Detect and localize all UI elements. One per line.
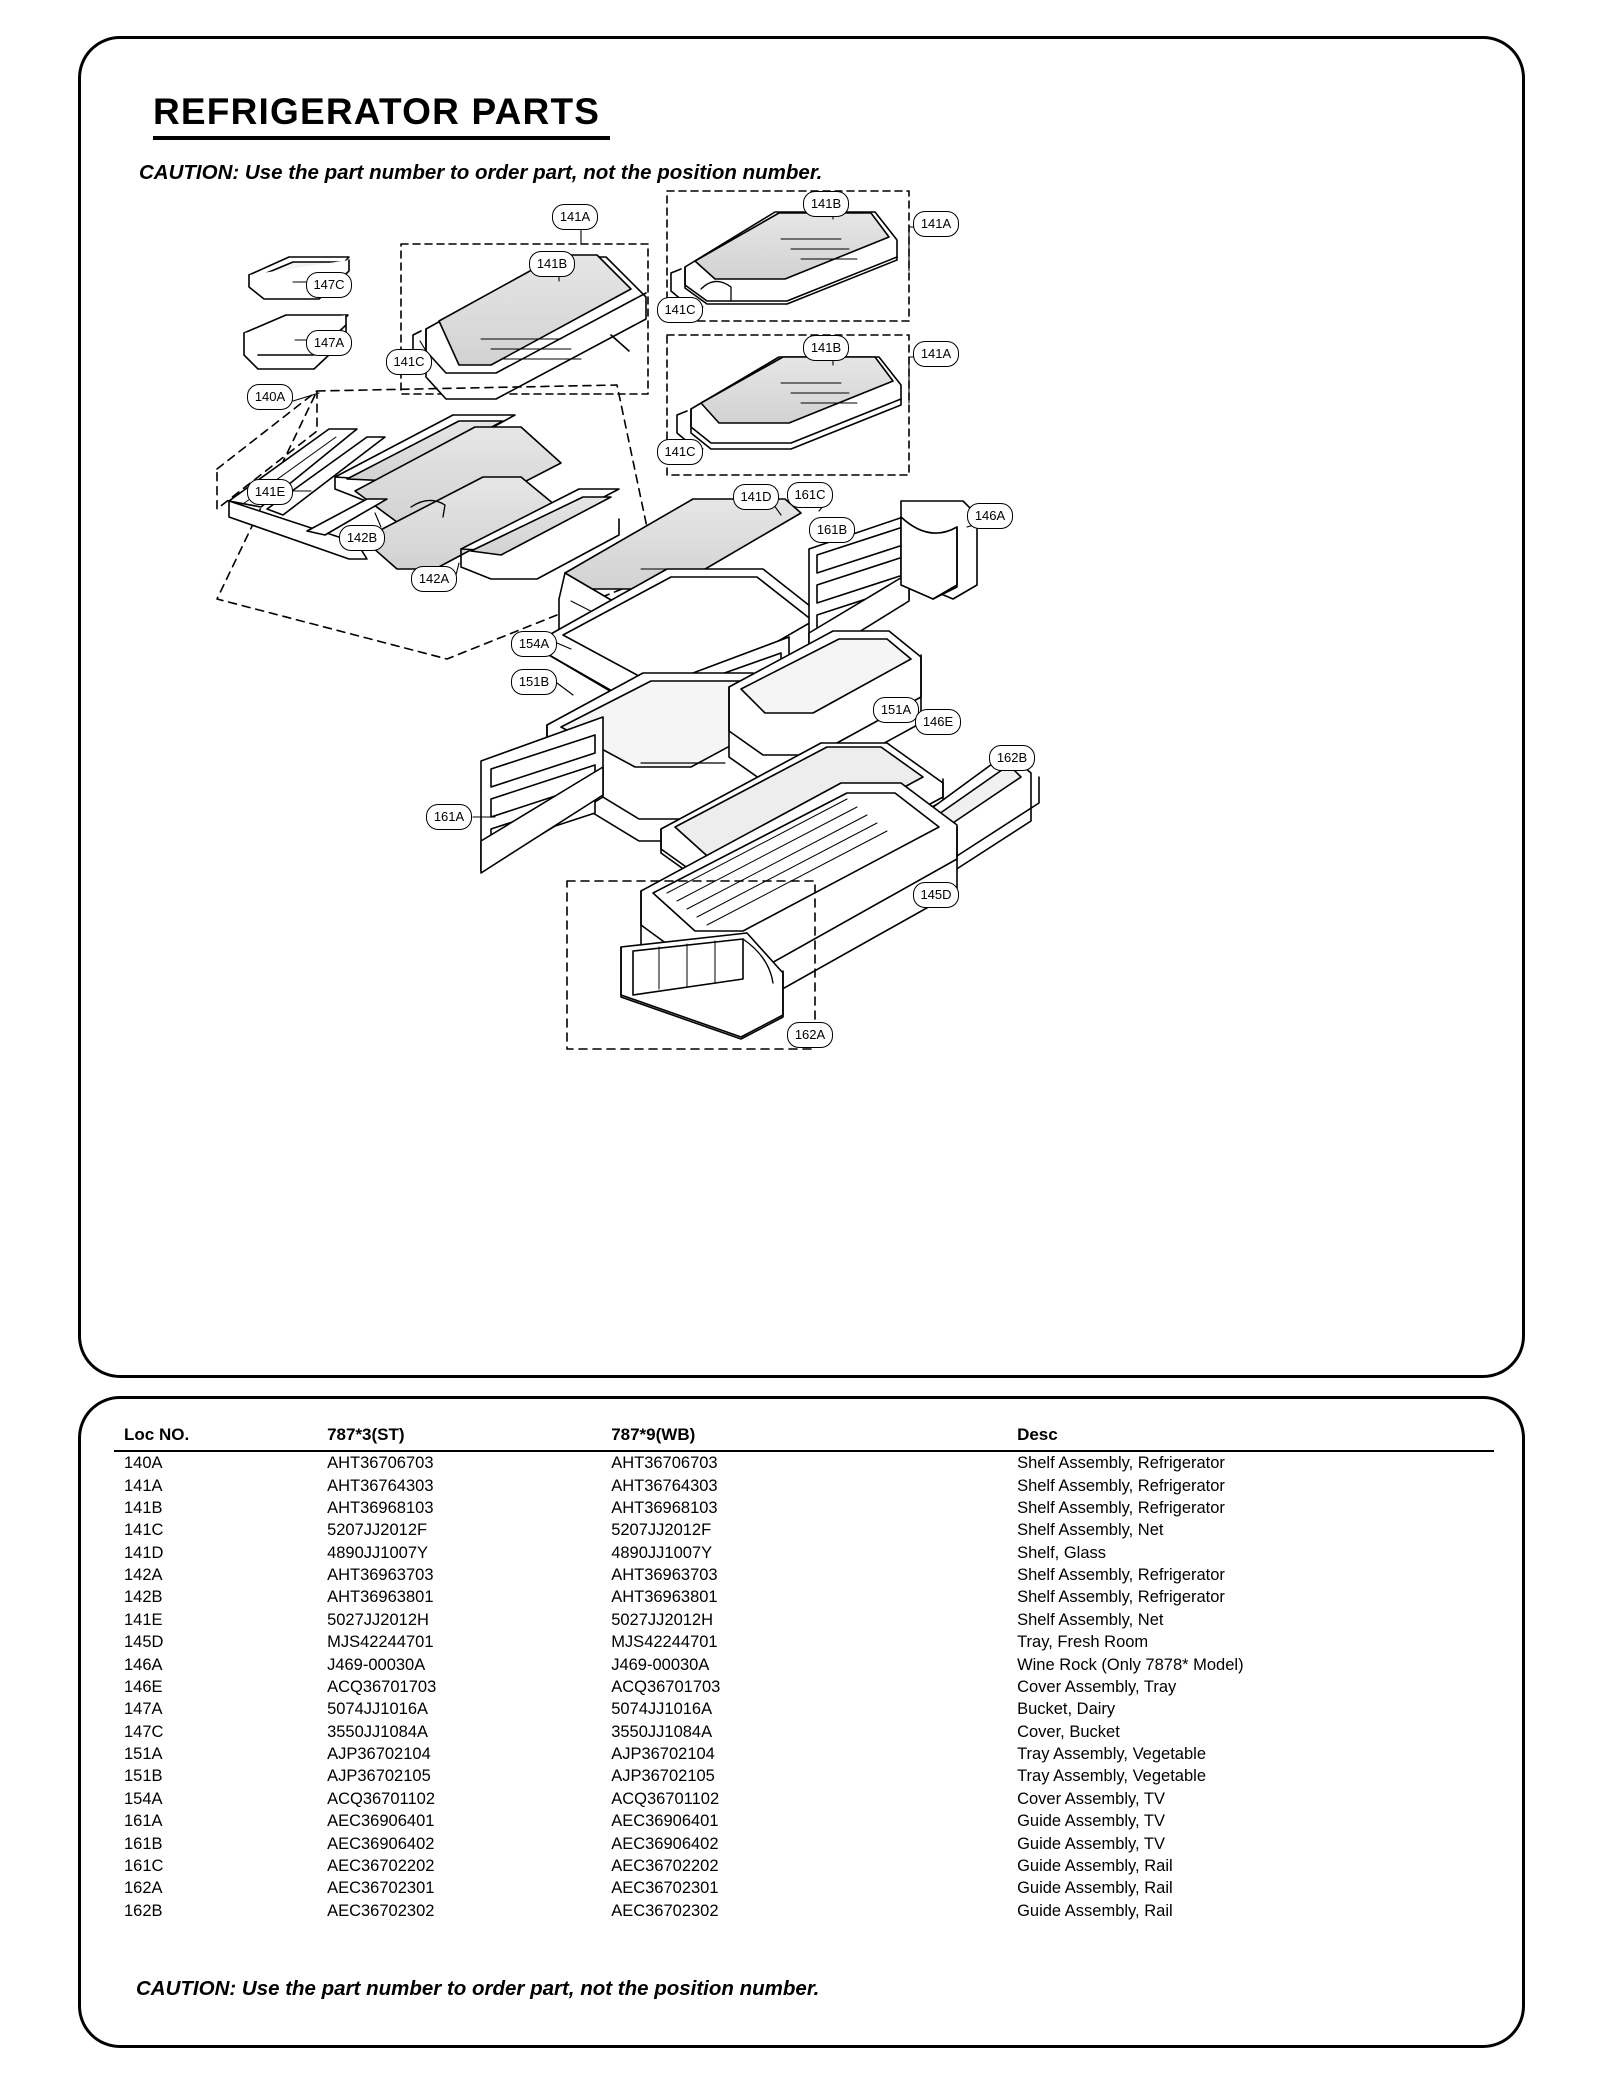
- cell-part-st: J469-00030A: [327, 1655, 426, 1674]
- cell-part-wb: 5074JJ1016A: [611, 1700, 713, 1719]
- part-141a-shelf-left: [413, 255, 646, 399]
- part-161a-guide-tv: [481, 717, 603, 873]
- table-row: [114, 1810, 1494, 1832]
- cell-loc: 162B: [124, 1901, 163, 1920]
- table-row: [114, 1451, 1494, 1474]
- table-row: [114, 1497, 1494, 1519]
- cell-desc: Wine Rock (Only 7878* Model): [1017, 1655, 1244, 1674]
- caution-note-bottom: CAUTION: Use the part number to order part, not the position number.: [136, 1977, 820, 2000]
- table-row: [114, 1788, 1494, 1810]
- callout-161a: 161A: [426, 804, 472, 830]
- cell-loc: 146A: [124, 1655, 163, 1674]
- cell-part-st: ACQ36701102: [327, 1789, 436, 1808]
- callout-141c-1: 141C: [386, 349, 432, 375]
- cell-part-wb: AHT36706703: [611, 1454, 718, 1473]
- table-row: [114, 1900, 1494, 1922]
- callout-141c-3: 141C: [657, 439, 703, 465]
- cell-desc: Tray, Fresh Room: [1017, 1633, 1149, 1652]
- cell-desc: Shelf, Glass: [1017, 1543, 1107, 1562]
- cell-part-wb: 3550JJ1084A: [611, 1722, 713, 1741]
- cell-part-wb: ACQ36701102: [611, 1789, 720, 1808]
- caution-note-top: CAUTION: Use the part number to order part, not the position number.: [139, 161, 823, 184]
- cell-loc: 146E: [124, 1677, 163, 1696]
- cell-desc: Tray Assembly, Vegetable: [1017, 1767, 1206, 1786]
- cell-part-st: 3550JJ1084A: [327, 1722, 428, 1741]
- cell-part-wb: AEC36906402: [611, 1834, 719, 1853]
- column-header-loc: Loc NO.: [114, 1425, 327, 1451]
- cell-loc: 141D: [124, 1543, 164, 1562]
- cell-part-wb: AJP36702105: [611, 1767, 715, 1786]
- table-row: [114, 1564, 1494, 1586]
- callout-141a-1: 141A: [552, 204, 598, 230]
- cell-desc: Guide Assembly, Rail: [1017, 1879, 1173, 1898]
- cell-loc: 142B: [124, 1588, 163, 1607]
- cell-part-wb: AHT36963801: [611, 1588, 718, 1607]
- part-162a-rail: [621, 933, 783, 1039]
- cell-part-wb: 4890JJ1007Y: [611, 1543, 713, 1562]
- cell-loc: 154A: [124, 1789, 163, 1808]
- cell-part-st: AJP36702104: [327, 1745, 431, 1764]
- cell-part-st: AHT36963703: [327, 1566, 434, 1585]
- table-row: [114, 1743, 1494, 1765]
- cell-part-st: AEC36702301: [327, 1879, 435, 1898]
- table-row: [114, 1832, 1494, 1854]
- table-row: [114, 1586, 1494, 1608]
- cell-part-st: AHT36706703: [327, 1454, 434, 1473]
- cell-loc: 162A: [124, 1879, 163, 1898]
- part-146a-wine-rock: [901, 501, 977, 599]
- cell-part-st: 5027JJ2012H: [327, 1610, 429, 1629]
- cell-desc: Guide Assembly, Rail: [1017, 1901, 1173, 1920]
- table-row: [114, 1855, 1494, 1877]
- callout-141a-2: 141A: [913, 211, 959, 237]
- callout-161c: 161C: [787, 482, 833, 508]
- cell-desc: Cover Assembly, TV: [1017, 1789, 1165, 1808]
- cell-part-wb: AEC36702302: [611, 1901, 719, 1920]
- table-row: [114, 1653, 1494, 1675]
- callout-161b: 161B: [809, 517, 855, 543]
- cell-part-wb: AHT36963703: [611, 1566, 718, 1585]
- cell-loc: 161C: [124, 1856, 164, 1875]
- table-row: [114, 1519, 1494, 1541]
- callout-151a: 151A: [873, 697, 919, 723]
- callout-146a: 146A: [967, 503, 1013, 529]
- table-row: [114, 1631, 1494, 1653]
- callout-141b-2: 141B: [803, 191, 849, 217]
- callout-140a: 140A: [247, 384, 293, 410]
- callout-151b: 151B: [511, 669, 557, 695]
- page-title: REFRIGERATOR PARTS: [153, 91, 610, 140]
- cell-part-st: AJP36702105: [327, 1767, 431, 1786]
- part-141a-shelf-right-bottom: [677, 357, 901, 449]
- callout-141b-3: 141B: [803, 335, 849, 361]
- table-row: [114, 1698, 1494, 1720]
- cell-loc: 140A: [124, 1454, 163, 1473]
- cell-part-st: AHT36963801: [327, 1588, 434, 1607]
- part-141a-shelf-right-top: [671, 212, 897, 304]
- table-row: [114, 1609, 1494, 1631]
- callout-141d: 141D: [733, 484, 779, 510]
- callout-147c: 147C: [306, 272, 352, 298]
- table-header-row: [114, 1425, 1494, 1451]
- cell-desc: Guide Assembly, TV: [1017, 1834, 1166, 1853]
- callout-162a: 162A: [787, 1022, 833, 1048]
- cell-loc: 141C: [124, 1521, 164, 1540]
- cell-desc: Cover, Bucket: [1017, 1722, 1120, 1741]
- cell-part-st: AEC36702302: [327, 1901, 435, 1920]
- cell-part-wb: MJS42244701: [611, 1633, 718, 1652]
- callout-141b-1: 141B: [529, 251, 575, 277]
- cell-part-wb: AHT36764303: [611, 1476, 718, 1495]
- table-row: [114, 1676, 1494, 1698]
- cell-part-st: ACQ36701703: [327, 1677, 437, 1696]
- column-header-desc: Desc: [1017, 1425, 1494, 1451]
- cell-desc: Shelf Assembly, Net: [1017, 1521, 1164, 1540]
- cell-loc: 151A: [124, 1745, 163, 1764]
- cell-part-st: AEC36702202: [327, 1856, 435, 1875]
- cell-part-st: AEC36906401: [327, 1812, 435, 1831]
- cell-loc: 161B: [124, 1834, 163, 1853]
- cell-part-wb: 5207JJ2012F: [611, 1521, 712, 1540]
- cell-loc: 142A: [124, 1566, 163, 1585]
- cell-desc: Bucket, Dairy: [1017, 1700, 1116, 1719]
- callout-162b: 162B: [989, 745, 1035, 771]
- cell-desc: Shelf Assembly, Refrigerator: [1017, 1588, 1225, 1607]
- parts-table-panel: [78, 1396, 1525, 2048]
- table-row: [114, 1721, 1494, 1743]
- cell-desc: Guide Assembly, Rail: [1017, 1856, 1173, 1875]
- callout-146e: 146E: [915, 709, 961, 735]
- table-row: [114, 1474, 1494, 1496]
- cell-desc: Shelf Assembly, Refrigerator: [1017, 1454, 1225, 1473]
- cell-loc: 151B: [124, 1767, 163, 1786]
- cell-part-st: AEC36906402: [327, 1834, 435, 1853]
- cell-desc: Cover Assembly, Tray: [1017, 1677, 1177, 1696]
- exploded-view-illustration: [81, 39, 1528, 1381]
- cell-part-wb: 5027JJ2012H: [611, 1610, 714, 1629]
- cell-part-wb: AEC36702301: [611, 1879, 719, 1898]
- parts-table: [114, 1425, 1494, 1922]
- cell-part-wb: AHT36968103: [611, 1498, 718, 1517]
- table-row: [114, 1542, 1494, 1564]
- cell-loc: 147C: [124, 1722, 164, 1741]
- diagram-panel: [78, 36, 1525, 1378]
- callout-145d: 145D: [913, 882, 959, 908]
- cell-part-wb: ACQ36701703: [611, 1677, 721, 1696]
- cell-desc: Shelf Assembly, Refrigerator: [1017, 1476, 1225, 1495]
- cell-part-st: AHT36764303: [327, 1476, 434, 1495]
- callout-147a: 147A: [306, 330, 352, 356]
- callout-141e: 141E: [247, 479, 293, 505]
- cell-loc: 141E: [124, 1610, 163, 1629]
- cell-desc: Guide Assembly, TV: [1017, 1812, 1166, 1831]
- callout-141a-3: 141A: [913, 341, 959, 367]
- column-header-wb: 787*9(WB): [611, 1425, 1017, 1451]
- cell-loc: 145D: [124, 1633, 164, 1652]
- callout-142a: 142A: [411, 566, 457, 592]
- cell-desc: Shelf Assembly, Refrigerator: [1017, 1498, 1225, 1517]
- callout-154a: 154A: [511, 631, 557, 657]
- cell-loc: 147A: [124, 1700, 163, 1719]
- cell-part-st: 4890JJ1007Y: [327, 1543, 428, 1562]
- column-header-st: 787*3(ST): [327, 1425, 611, 1451]
- cell-part-st: AHT36968103: [327, 1498, 434, 1517]
- callout-141c-2: 141C: [657, 297, 703, 323]
- cell-part-st: 5207JJ2012F: [327, 1521, 428, 1540]
- cell-part-wb: AEC36906401: [611, 1812, 719, 1831]
- callout-142b: 142B: [339, 525, 385, 551]
- cell-loc: 141B: [124, 1498, 163, 1517]
- table-row: [114, 1765, 1494, 1787]
- cell-part-st: 5074JJ1016A: [327, 1700, 428, 1719]
- cell-desc: Shelf Assembly, Net: [1017, 1610, 1164, 1629]
- cell-part-st: MJS42244701: [327, 1633, 434, 1652]
- cell-loc: 161A: [124, 1812, 163, 1831]
- cell-desc: Shelf Assembly, Refrigerator: [1017, 1566, 1225, 1585]
- cell-part-wb: AJP36702104: [611, 1745, 715, 1764]
- cell-part-wb: J469-00030A: [611, 1655, 710, 1674]
- cell-part-wb: AEC36702202: [611, 1856, 719, 1875]
- cell-desc: Tray Assembly, Vegetable: [1017, 1745, 1206, 1764]
- table-row: [114, 1877, 1494, 1899]
- cell-loc: 141A: [124, 1476, 163, 1495]
